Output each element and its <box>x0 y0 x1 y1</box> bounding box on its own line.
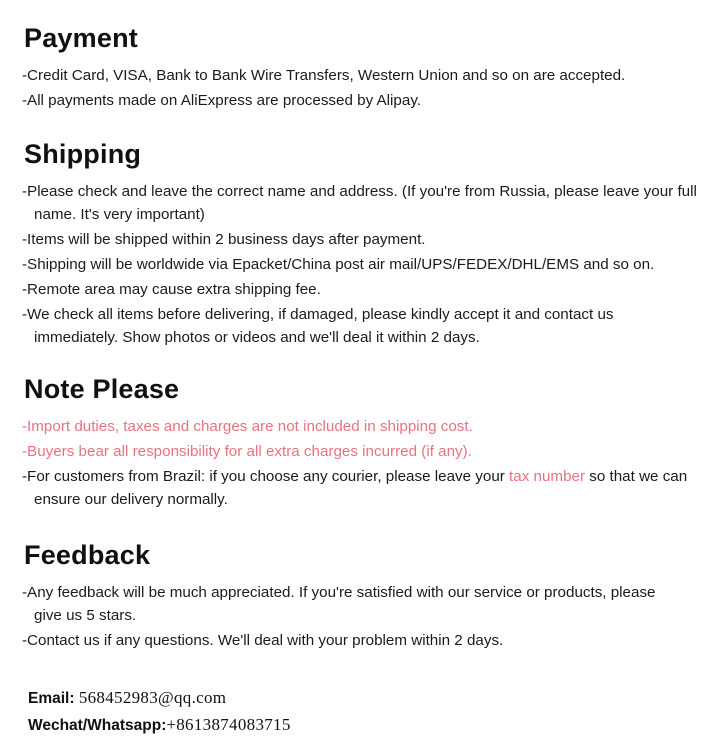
shipping-line-1-cont: name. It's very important) <box>34 205 205 223</box>
contact-email-row <box>28 686 697 711</box>
shipping-line-5-text: -We check all items before delivering, if damaged, please kindly accept it and contact us <box>22 306 614 324</box>
shipping-heading: Shipping <box>24 138 142 169</box>
section-payment <box>22 24 697 112</box>
shipping-line-5 <box>22 303 697 349</box>
wechat-label: Wechat/Whatsapp: <box>28 716 167 734</box>
contact-wechat-row <box>28 713 697 738</box>
note-line-3-cont: ensure our delivery normally. <box>34 491 228 509</box>
note-line-3-highlight: tax number <box>509 468 586 486</box>
shipping-line-1-text: -Please check and leave the correct name and address. (If you're from Russia, please leave your full <box>22 182 697 200</box>
contact-block <box>22 686 697 737</box>
payment-line-1: -Credit Card, VISA, Bank to Bank Wire Transfers, Western Union and so on are accepted. <box>22 66 626 84</box>
shipping-line-4: -Remote area may cause extra shipping fee. <box>22 280 321 298</box>
shipping-line-3: -Shipping will be worldwide via Epacket/China post air mail/UPS/FEDEX/DHL/EMS and so on. <box>22 255 655 273</box>
section-feedback <box>22 541 697 652</box>
note-line-3-text: -For customers from Brazil: if you choose any courier, please leave your <box>22 468 510 486</box>
feedback-line-1-cont: give us 5 stars. <box>34 607 137 625</box>
shipping-line-1 <box>22 180 697 226</box>
feedback-line-1 <box>22 581 697 627</box>
section-shipping <box>22 140 697 349</box>
feedback-line-2: -Contact us if any questions. We'll deal with your problem within 2 days. <box>22 632 504 650</box>
email-value[interactable]: 568452983@qq.com <box>78 688 227 708</box>
payment-heading: Payment <box>24 23 138 53</box>
section-note-please <box>22 375 697 511</box>
note-line-1: -Import duties, taxes and charges are not included in shipping cost. <box>22 417 473 435</box>
note-line-3-text-after: so that we can <box>585 468 688 486</box>
note-line-3 <box>22 465 697 511</box>
feedback-heading: Feedback <box>24 540 151 571</box>
shipping-line-2: -Items will be shipped within 2 business days after payment. <box>22 230 426 248</box>
wechat-value[interactable]: +8613874083715 <box>166 714 291 734</box>
shipping-line-5-cont: immediately. Show photos or videos and we'll deal it within 2 days. <box>34 329 480 347</box>
feedback-line-1-text: -Any feedback will be much appreciated. If you're satisfied with our service or products, please <box>22 583 656 601</box>
payment-line-2: -All payments made on AliExpress are processed by Alipay. <box>22 91 422 109</box>
note-line-2: -Buyers bear all responsibility for all extra charges incurred (if any). <box>22 443 472 460</box>
note-heading: Note Please <box>24 374 180 405</box>
email-label: Email: <box>28 690 75 708</box>
